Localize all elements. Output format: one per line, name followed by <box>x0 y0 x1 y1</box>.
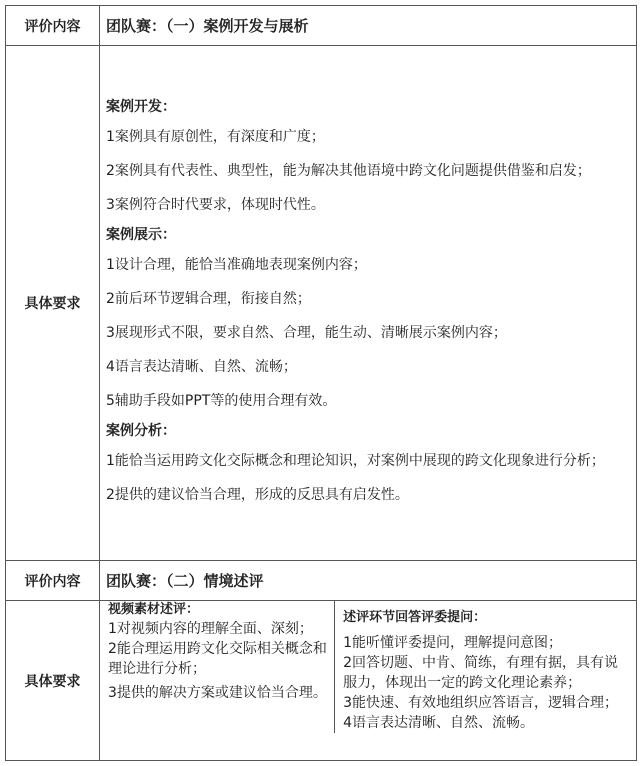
list-item: 3案例符合时代要求，体现时代性。 <box>106 197 325 213</box>
list-item: 2能合理运用跨文化交际相关概念和理论进行分析； <box>108 641 327 677</box>
section-heading-case-presentation: 案例展示： <box>106 227 176 243</box>
list-item: 4语言表达清晰、自然、流畅。 <box>343 715 535 731</box>
list-item: 2回答切题、中肯、简练，有理有据，具有说服力，体现出一定的跨文化理论素养； <box>343 655 619 691</box>
row-evaluation-content-1 <box>6 6 637 46</box>
list-item: 3能快速、有效地组织应答语言，逻辑合理； <box>343 695 619 711</box>
row-requirements-1 <box>6 46 637 561</box>
list-item: 1对视频内容的理解全面、深刻； <box>108 621 313 637</box>
heading-video-review: 视频素材述评： <box>108 602 200 617</box>
row-requirements-2 <box>6 601 637 761</box>
title-case-development: 团队赛：（一）案例开发与展析 <box>100 6 637 46</box>
video-review-column <box>100 601 335 733</box>
list-item: 3展现形式不限，要求自然、合理，能生动、清晰展示案例内容； <box>106 325 507 341</box>
section-heading-case-analysis: 案例分析： <box>106 423 176 439</box>
list-item: 1能恰当运用跨文化交际概念和理论知识，对案例中展现的跨文化现象进行分析； <box>106 453 605 469</box>
judge-questions-column <box>335 601 636 733</box>
requirements-content-2 <box>100 601 637 761</box>
list-item: 4语言表达清晰、自然、流畅； <box>106 359 297 375</box>
list-item: 3提供的解决方案或建议恰当合理。 <box>108 685 327 701</box>
list-item: 2案例具有代表性、典型性，能为解决其他语境中跨文化问题提供借鉴和启发； <box>106 163 591 179</box>
label-evaluation-content-1: 评价内容 <box>6 6 100 46</box>
evaluation-table <box>5 5 637 761</box>
evaluation-table-page <box>5 5 637 761</box>
list-item: 2前后环节逻辑合理，衔接自然； <box>106 291 311 307</box>
list-item: 1设计合理，能恰当准确地表现案例内容； <box>106 257 367 273</box>
split-columns <box>100 601 636 733</box>
label-evaluation-content-2: 评价内容 <box>6 561 100 601</box>
heading-judge-questions: 述评环节回答评委提问： <box>343 610 487 625</box>
label-requirements-2: 具体要求 <box>6 601 100 761</box>
list-item: 1案例具有原创性，有深度和广度； <box>106 129 325 145</box>
label-requirements-1: 具体要求 <box>6 46 100 561</box>
list-item: 5辅助手段如PPT等的使用合理有效。 <box>106 393 337 409</box>
list-item: 2提供的建议恰当合理，形成的反思具有启发性。 <box>106 487 409 503</box>
section-heading-case-development: 案例开发： <box>106 99 176 115</box>
title-situation-review: 团队赛：（二）情境述评 <box>100 561 637 601</box>
requirements-content-1 <box>100 46 637 561</box>
list-item: 1能听懂评委提问，理解提问意图； <box>343 635 563 651</box>
row-evaluation-content-2 <box>6 561 637 601</box>
